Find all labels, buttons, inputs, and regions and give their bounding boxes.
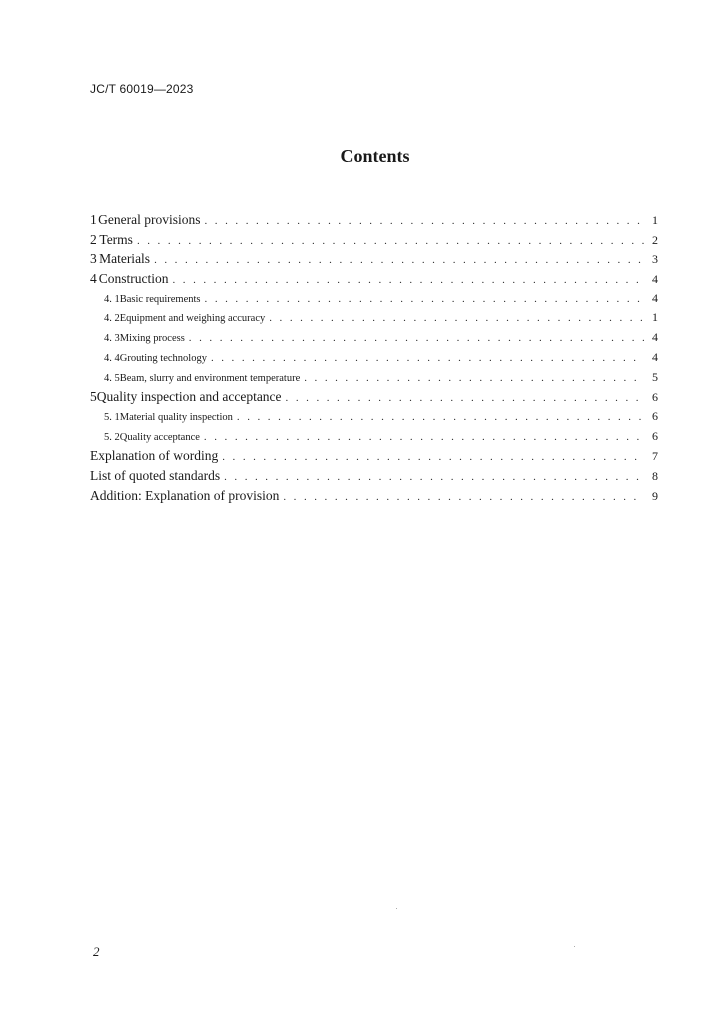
dot-leader xyxy=(269,312,644,324)
toc-subentry[interactable] xyxy=(90,330,658,350)
toc-subentry[interactable] xyxy=(90,291,658,311)
toc-entry[interactable] xyxy=(90,212,658,232)
toc-entry-page: 7 xyxy=(652,449,658,464)
toc-entry[interactable] xyxy=(90,232,658,252)
toc-entry-label: Material quality inspection xyxy=(119,411,233,423)
scan-speck xyxy=(396,908,397,909)
dot-leader xyxy=(222,451,644,463)
toc-subentry[interactable] xyxy=(90,350,658,370)
toc-entry-page: 6 xyxy=(652,390,658,405)
toc-entry-number: 4. 1 xyxy=(104,293,120,305)
scan-speck xyxy=(574,946,575,947)
toc-entry-label: Materials xyxy=(99,251,151,267)
toc-entry-label: List of quoted standards xyxy=(90,467,221,483)
toc-entry-number: 4 xyxy=(90,271,97,287)
dot-leader xyxy=(283,491,644,503)
toc-entry-page: 3 xyxy=(652,252,658,267)
toc-entry-page: 6 xyxy=(652,428,658,443)
toc-subentry[interactable] xyxy=(90,370,658,390)
toc-entry-number: 4. 2 xyxy=(104,313,120,325)
toc-entry-label: Terms xyxy=(99,231,133,247)
toc-subentry[interactable] xyxy=(90,429,658,449)
toc-entry-number: 4. 4 xyxy=(104,352,120,364)
toc-subentry[interactable] xyxy=(90,409,658,429)
toc-entry-label: Construction xyxy=(98,271,169,287)
toc-entry[interactable] xyxy=(90,271,658,291)
toc-entry-page: 4 xyxy=(652,330,658,345)
toc-entry-page: 1 xyxy=(652,310,658,325)
dot-leader xyxy=(304,372,644,384)
table-of-contents xyxy=(90,212,658,507)
toc-entry-label: Basic requirements xyxy=(119,293,201,305)
dot-leader xyxy=(211,352,644,364)
dot-leader xyxy=(237,411,644,423)
toc-entry-page: 8 xyxy=(652,468,658,483)
dot-leader xyxy=(286,392,644,404)
toc-entry-label: Quality acceptance xyxy=(119,431,200,443)
toc-entry[interactable] xyxy=(90,251,658,271)
toc-entry-page: 9 xyxy=(652,488,658,503)
toc-entry-label: Addition: Explanation of provision xyxy=(90,487,280,503)
toc-entry-number: 5. 1 xyxy=(104,411,120,423)
toc-entry-label: Explanation of wording xyxy=(90,448,219,464)
toc-entry-label: General provisions xyxy=(98,212,201,227)
toc-entry-label: Quality inspection and acceptance xyxy=(96,389,282,405)
toc-entry-number: 5 xyxy=(90,389,97,405)
toc-entry-number: 4. 5 xyxy=(104,372,120,384)
toc-entry-page: 6 xyxy=(652,408,658,423)
dot-leader xyxy=(172,274,644,286)
toc-entry-number: 2 xyxy=(90,231,97,247)
toc-entry-page: 4 xyxy=(652,349,658,364)
toc-entry-label: Mixing process xyxy=(119,333,185,345)
toc-entry-page: 2 xyxy=(652,232,658,247)
toc-entry[interactable] xyxy=(90,448,658,468)
toc-entry-page: 1 xyxy=(652,213,658,227)
page-number: 2 xyxy=(93,944,100,959)
standard-code: JC/T 60019—2023 xyxy=(90,82,194,96)
toc-entry-page: 4 xyxy=(652,272,658,287)
dot-leader xyxy=(137,235,644,247)
dot-leader xyxy=(224,471,644,483)
toc-entry-label: Grouting technology xyxy=(119,352,207,364)
dot-leader xyxy=(205,215,645,227)
toc-entry[interactable] xyxy=(90,488,658,508)
dot-leader xyxy=(204,431,644,443)
dot-leader xyxy=(154,254,644,266)
page-title: Contents xyxy=(340,146,410,166)
dot-leader xyxy=(205,293,644,305)
toc-entry-number: 1 xyxy=(90,212,97,227)
toc-subentry[interactable] xyxy=(90,310,658,330)
toc-entry-number: 5. 2 xyxy=(104,431,120,443)
toc-entry-number: 3 xyxy=(90,251,97,267)
toc-entry-number: 4. 3 xyxy=(104,333,120,345)
toc-entry-label: Equipment and weighing accuracy xyxy=(119,313,266,325)
toc-entry-label: Beam, slurry and environment temperature xyxy=(119,372,301,384)
toc-entry-page: 4 xyxy=(652,290,658,305)
dot-leader xyxy=(189,332,644,344)
toc-entry[interactable] xyxy=(90,389,658,409)
toc-entry-page: 5 xyxy=(652,369,658,384)
toc-entry[interactable] xyxy=(90,468,658,488)
